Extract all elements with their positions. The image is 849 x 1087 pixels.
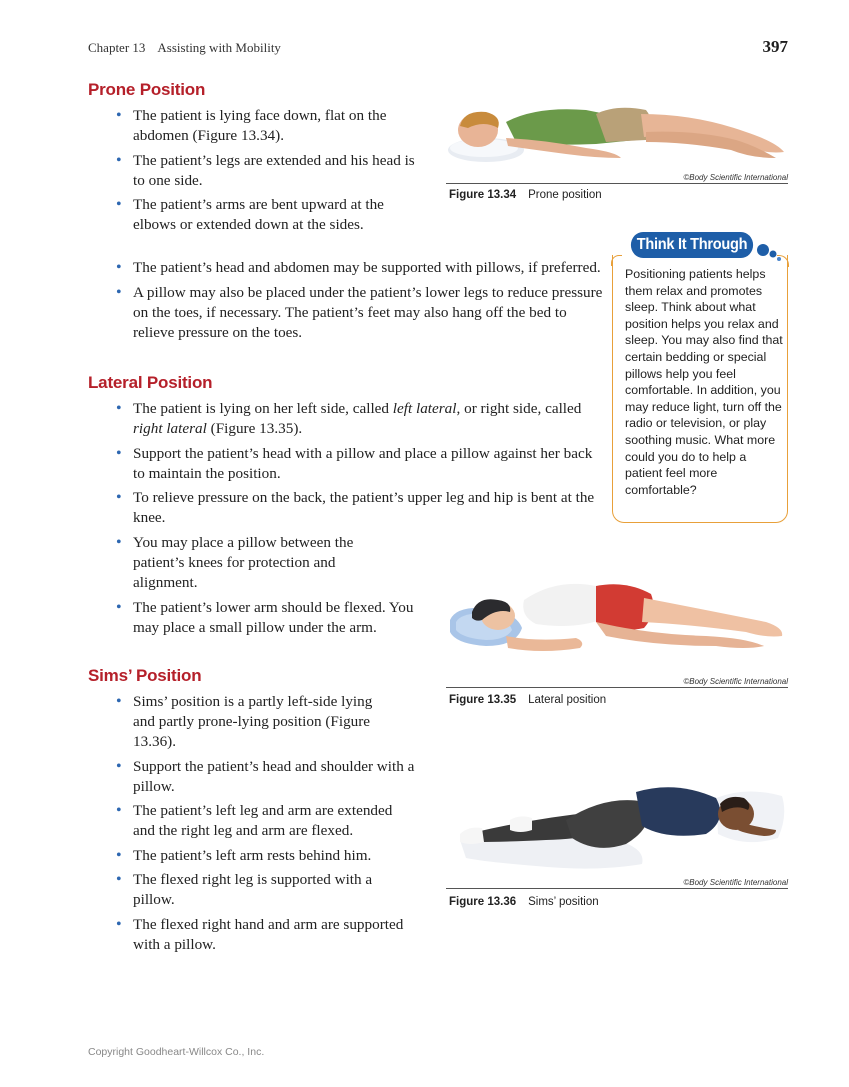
list-item: • The patient’s head and abdomen may be supported with pillows, if preferred.: [116, 258, 606, 278]
list-item: • The flexed right hand and arm are supported with a pillow.: [116, 915, 416, 955]
prone-bullet-list-top: [116, 106, 416, 240]
chapter-title: Assisting with Mobility: [157, 40, 281, 55]
list-item: • A pillow may also be placed under the patient’s lower legs to reduce pressure on the toes, if necessary. The patient’s feet may also hang off the bed to relieve pressure on the toes.: [116, 283, 606, 343]
list-item-text: (Figure 13.35).: [206, 420, 303, 437]
sims-bullet-list: [116, 692, 416, 959]
lateral-bullet-list-bottom: [116, 533, 416, 642]
think-it-through-title: Think It Through: [631, 232, 753, 258]
figure-credit: ©Body Scientific International: [446, 878, 788, 889]
figure-number: Figure 13.34: [449, 189, 517, 201]
figure-caption: [449, 189, 602, 201]
lateral-section-title: Lateral Position: [88, 373, 213, 392]
figure-credit: ©Body Scientific International: [446, 677, 788, 688]
chapter-label: Chapter 13: [88, 40, 146, 55]
term-left-lateral: left lateral: [392, 400, 457, 417]
list-item: • Support the patient’s head and shoulder with a pillow.: [116, 757, 416, 797]
prone-position-illustration: [446, 92, 790, 172]
list-item: • Sims’ position is a partly left-side lying and partly prone-lying position (Figure 13.36).: [116, 692, 416, 752]
figure-caption: [449, 694, 606, 706]
list-item: • The patient’s left leg and arm are extended and the right leg and arm are flexed.: [116, 801, 416, 841]
list-item: [116, 399, 606, 439]
list-item-text: The patient is lying on her left side, called: [133, 400, 393, 417]
list-item: • The patient’s legs are extended and his head is to one side.: [116, 151, 416, 191]
copyright-footer: Copyright Goodheart-Willcox Co., Inc.: [88, 1046, 265, 1058]
list-item-text: , or right side, called: [456, 400, 582, 417]
prone-bullet-list-bottom: [116, 258, 606, 347]
lateral-position-illustration: [446, 572, 790, 676]
lateral-bullet-list-top: [116, 399, 606, 533]
list-item: • The patient’s left arm rests behind him.: [116, 846, 416, 866]
list-item: • The patient is lying face down, flat on the abdomen (Figure 13.34).: [116, 106, 416, 146]
figure-credit: ©Body Scientific International: [446, 173, 788, 184]
sims-section-title: Sims’ Position: [88, 666, 202, 685]
page-number: 397: [762, 37, 788, 56]
list-item: • You may place a pillow between the patient’s knees for protection and alignment.: [116, 533, 416, 593]
list-item: • To relieve pressure on the back, the patient’s upper leg and hip is bent at the knee.: [116, 488, 606, 528]
list-item: • The flexed right leg is supported with a pillow.: [116, 870, 416, 910]
thought-bubbles-icon: [756, 238, 786, 264]
sims-position-illustration: [446, 768, 790, 876]
figure-caption-text: Sims’ position: [528, 896, 599, 908]
list-item: • The patient’s arms are bent upward at the elbows or extended down at the sides.: [116, 195, 416, 235]
running-head: [88, 40, 281, 56]
list-item: • The patient’s lower arm should be flexed. You may place a small pillow under the arm.: [116, 598, 416, 638]
think-it-through-text: Positioning patients helps them relax and promotes sleep. Think about what position helps you relax and sleep. You may also find that certain bedding or special pillows help you feel comfortable. In addition, you may reduce light, turn off the radio or television, or play soothing music. What more could you do to help a patient feel more comfortable?: [625, 267, 783, 497]
figure-caption-text: Prone position: [528, 189, 602, 201]
figure-caption-text: Lateral position: [528, 694, 607, 706]
term-right-lateral: right lateral: [133, 420, 207, 437]
figure-number: Figure 13.35: [449, 694, 517, 706]
figure-caption: [449, 896, 599, 908]
figure-number: Figure 13.36: [449, 896, 517, 908]
list-item: • Support the patient’s head with a pillow and place a pillow against her back to maintain the position.: [116, 444, 606, 484]
prone-section-title: Prone Position: [88, 80, 206, 99]
